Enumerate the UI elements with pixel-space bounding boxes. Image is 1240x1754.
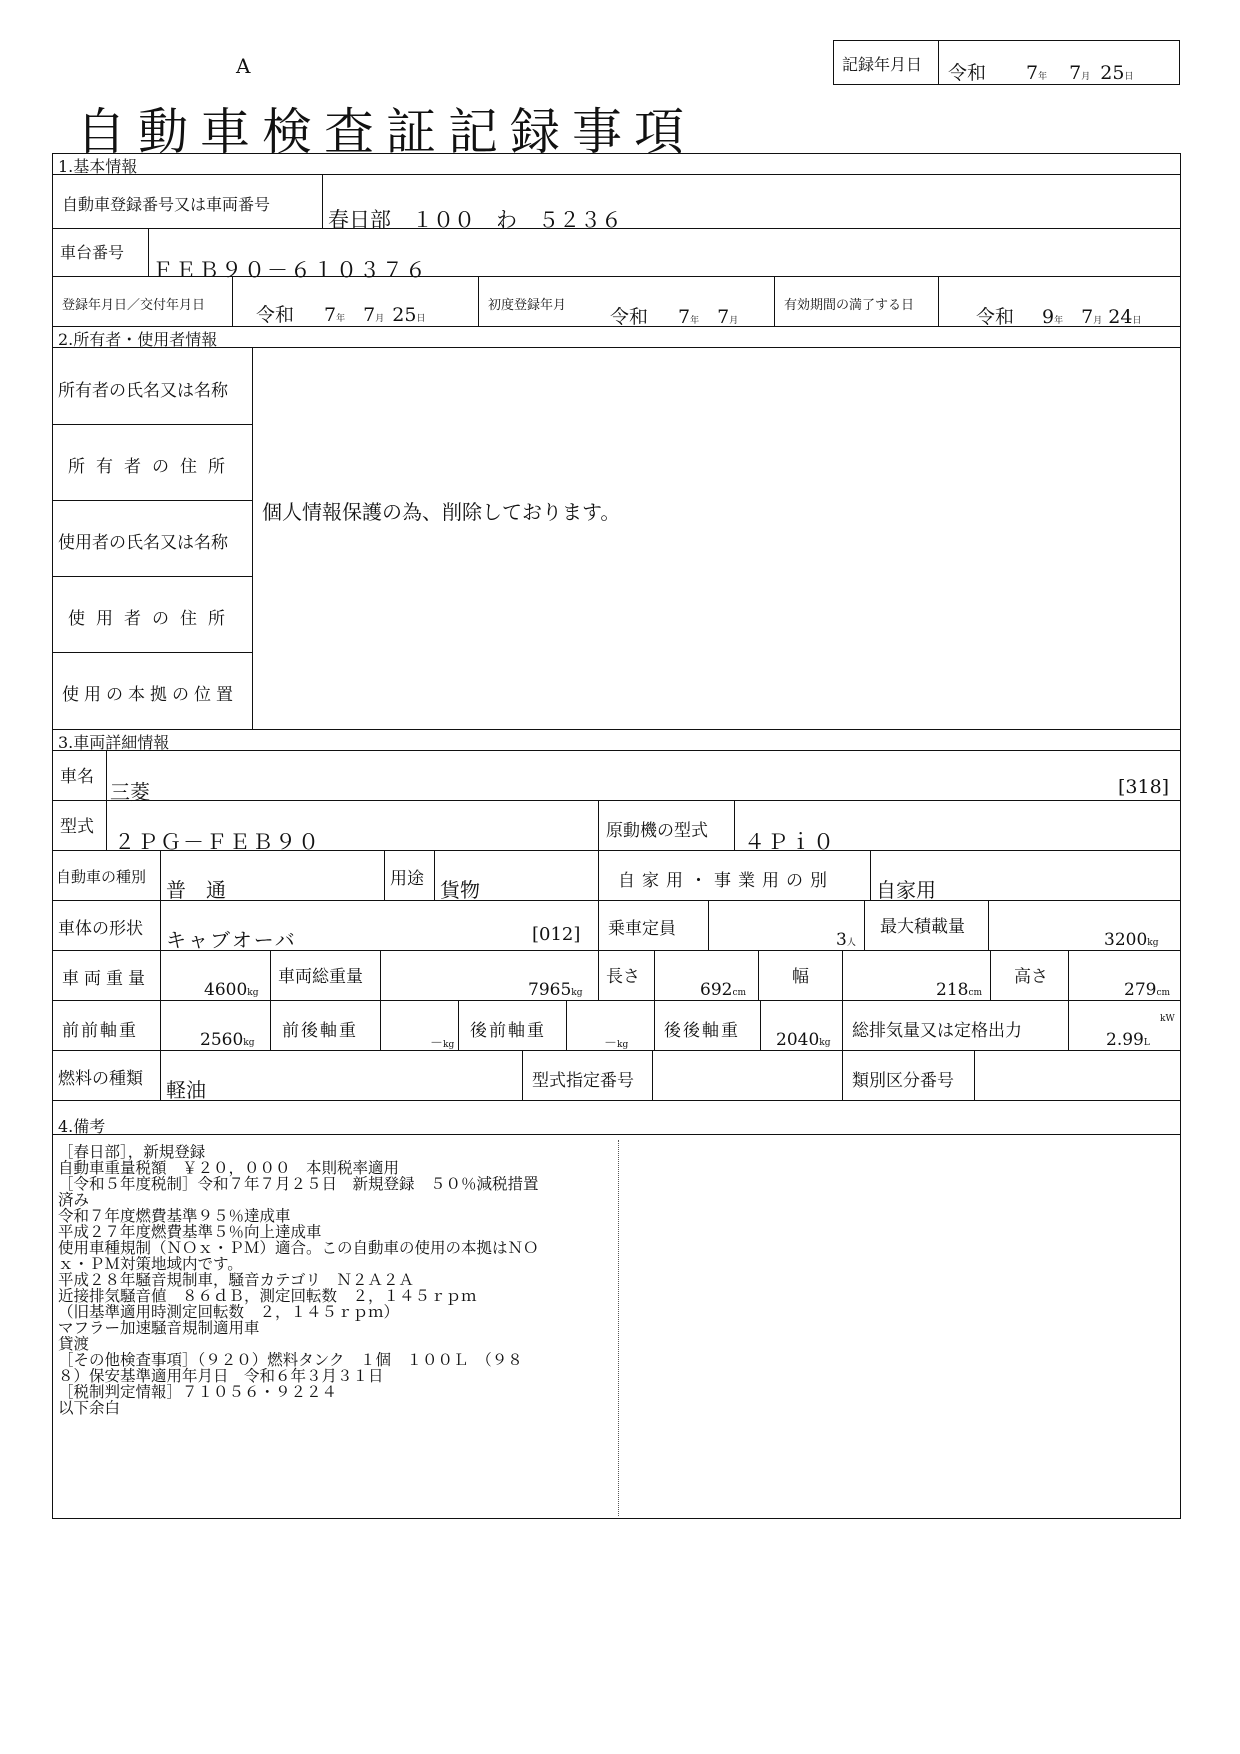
rf-axle-label: 後前軸重 xyxy=(470,1021,546,1041)
remarks-list xyxy=(58,1144,618,1416)
purpose: 貨物 xyxy=(440,878,480,902)
height: 279cm xyxy=(1124,980,1171,1000)
section1-heading: 1.基本情報 xyxy=(58,157,138,176)
fr-axle-weight: －kg xyxy=(430,1036,455,1051)
remark-line: 平成２８年騒音規制車，騒音カテゴリ Ｎ２Ａ２Ａ xyxy=(58,1271,414,1289)
category-label: 類別区分番号 xyxy=(852,1071,954,1091)
remark-line: ［税制判定情報］７１０５６・９２２４ xyxy=(58,1383,338,1401)
remark-line: ［春日部］，新規登録 xyxy=(58,1143,206,1161)
owner-address-label: 所有者の住所 xyxy=(68,457,236,477)
remark-line: マフラー加速騒音規制適用車 xyxy=(58,1319,260,1337)
fr-axle-label: 前後軸重 xyxy=(282,1021,358,1041)
reg-number: 春日部 １００ わ ５２３６ xyxy=(328,208,622,232)
remark-line: 済み xyxy=(58,1191,90,1209)
fuel-label: 燃料の種類 xyxy=(58,1069,143,1089)
capacity: 3人 xyxy=(836,930,856,950)
body-shape: キャブオーバ xyxy=(166,928,297,952)
remark-line: 令和７年度燃費基準９５％達成車 xyxy=(58,1207,291,1225)
length: 692cm xyxy=(700,980,747,1000)
expiry-label: 有効期間の満了する日 xyxy=(784,298,915,313)
kind-label: 自動車の種別 xyxy=(56,868,147,886)
capacity-label: 乗車定員 xyxy=(608,919,676,939)
engine-model: ４Ｐｉ０ xyxy=(744,830,836,854)
vehicle-name-label: 車名 xyxy=(60,767,94,787)
rr-axle-weight: 2040kg xyxy=(776,1030,831,1050)
form-mark: A xyxy=(236,54,251,78)
vehicle-name-code: [318] xyxy=(1118,776,1170,798)
first-reg-label: 初度登録年月 xyxy=(488,298,567,313)
remark-line: 使用車種規制（ＮＯｘ・ＰＭ）適合。この自動車の使用の本拠はＮＯ xyxy=(58,1239,539,1257)
record-date: 令和 7年 7月 25日 xyxy=(948,62,1134,84)
displacement-label: 総排気量又は定格出力 xyxy=(852,1021,1022,1041)
width: 218cm xyxy=(936,980,983,1000)
max-load-label: 最大積載量 xyxy=(880,917,965,937)
vehicle-name: 三菱 xyxy=(110,780,150,804)
max-load: 3200kg xyxy=(1104,930,1159,950)
remark-line: ［令和５年度税制］令和７年７月２５日 新規登録 ５０％減税措置 xyxy=(58,1175,539,1193)
kw-unit: kW xyxy=(1160,1014,1175,1024)
remark-line: 自動車重量税額 ￥２０，０００ 本則税率適用 xyxy=(58,1159,400,1177)
kind: 普 通 xyxy=(166,878,226,902)
section2-heading: 2.所有者・使用者情報 xyxy=(58,330,218,349)
ff-axle-weight: 2560kg xyxy=(200,1030,255,1050)
width-label: 幅 xyxy=(792,967,809,987)
gross-weight: 7965kg xyxy=(528,980,583,1000)
model: ２ＰＧ－ＦＥＢ９０ xyxy=(114,830,321,854)
rr-axle-label: 後後軸重 xyxy=(664,1021,740,1041)
remark-line: （旧基準適用時測定回転数 ２，１４５ｒｐｍ） xyxy=(58,1303,400,1321)
remark-line: 以下余白 xyxy=(58,1399,121,1417)
reg-date: 令和 7年 7月 25日 xyxy=(256,304,426,326)
remark-line: ８）保安基準適用年月日 令和６年３月３１日 xyxy=(58,1367,384,1385)
vehicle-weight: 4600kg xyxy=(204,980,259,1000)
purpose-label: 用途 xyxy=(390,869,424,889)
length-label: 長さ xyxy=(606,967,640,987)
expiry-date: 令和 9年 7月 24日 xyxy=(976,306,1142,328)
engine-label: 原動機の型式 xyxy=(606,821,708,841)
remark-line: ｘ・ＰＭ対策地域内です。 xyxy=(58,1255,243,1273)
weight-label: 車両重量 xyxy=(62,969,150,989)
remark-line: 近接排気騒音値 ８６ｄＢ，測定回転数 ２，１４５ｒｐｍ xyxy=(58,1287,477,1305)
reg-number-label: 自動車登録番号又は車両番号 xyxy=(62,195,271,214)
type-designation-label: 型式指定番号 xyxy=(532,1071,634,1091)
displacement: 2.99L xyxy=(1106,1030,1150,1050)
body-label: 車体の形状 xyxy=(58,919,143,939)
height-label: 高さ xyxy=(1014,967,1048,987)
page-title: 自動車検査証記録事項 xyxy=(76,103,696,161)
fuel-type: 軽油 xyxy=(166,1078,206,1102)
user-name-label: 使用者の氏名又は名称 xyxy=(58,533,228,553)
remark-line: 平成２７年度燃費基準５％向上達成車 xyxy=(58,1223,322,1241)
user-address-label: 使用者の住所 xyxy=(68,609,236,629)
body-code: [012] xyxy=(532,924,581,945)
chassis-label: 車台番号 xyxy=(60,243,125,262)
gross-weight-label: 車両総重量 xyxy=(278,967,363,987)
owner-name-label: 所有者の氏名又は名称 xyxy=(58,381,228,401)
section3-heading: 3.車両詳細情報 xyxy=(58,733,170,752)
reg-date-label: 登録年月日／交付年月日 xyxy=(62,298,206,313)
private-business: 自家用 xyxy=(876,878,936,902)
chassis-number: ＦＥＢ９０－６１０３７６ xyxy=(152,258,428,282)
remark-line: ［その他検査事項］（９２０）燃料タンク １個 １００Ｌ （９８ xyxy=(58,1351,523,1369)
private-business-label: 自家用・事業用の別 xyxy=(618,871,834,891)
ff-axle-label: 前前軸重 xyxy=(62,1021,138,1041)
model-label: 型式 xyxy=(60,817,94,837)
base-location-label: 使用の本拠の位置 xyxy=(62,685,238,705)
remarks-divider xyxy=(618,1140,619,1516)
remark-line: 貸渡 xyxy=(58,1335,90,1353)
privacy-note: 個人情報保護の為、削除しております。 xyxy=(262,500,621,524)
first-reg-date: 令和 7年 7月 xyxy=(610,306,739,328)
record-date-label: 記録年月日 xyxy=(842,55,923,74)
rf-axle-weight: －kg xyxy=(604,1036,629,1051)
section4-heading: 4.備考 xyxy=(58,1117,106,1136)
